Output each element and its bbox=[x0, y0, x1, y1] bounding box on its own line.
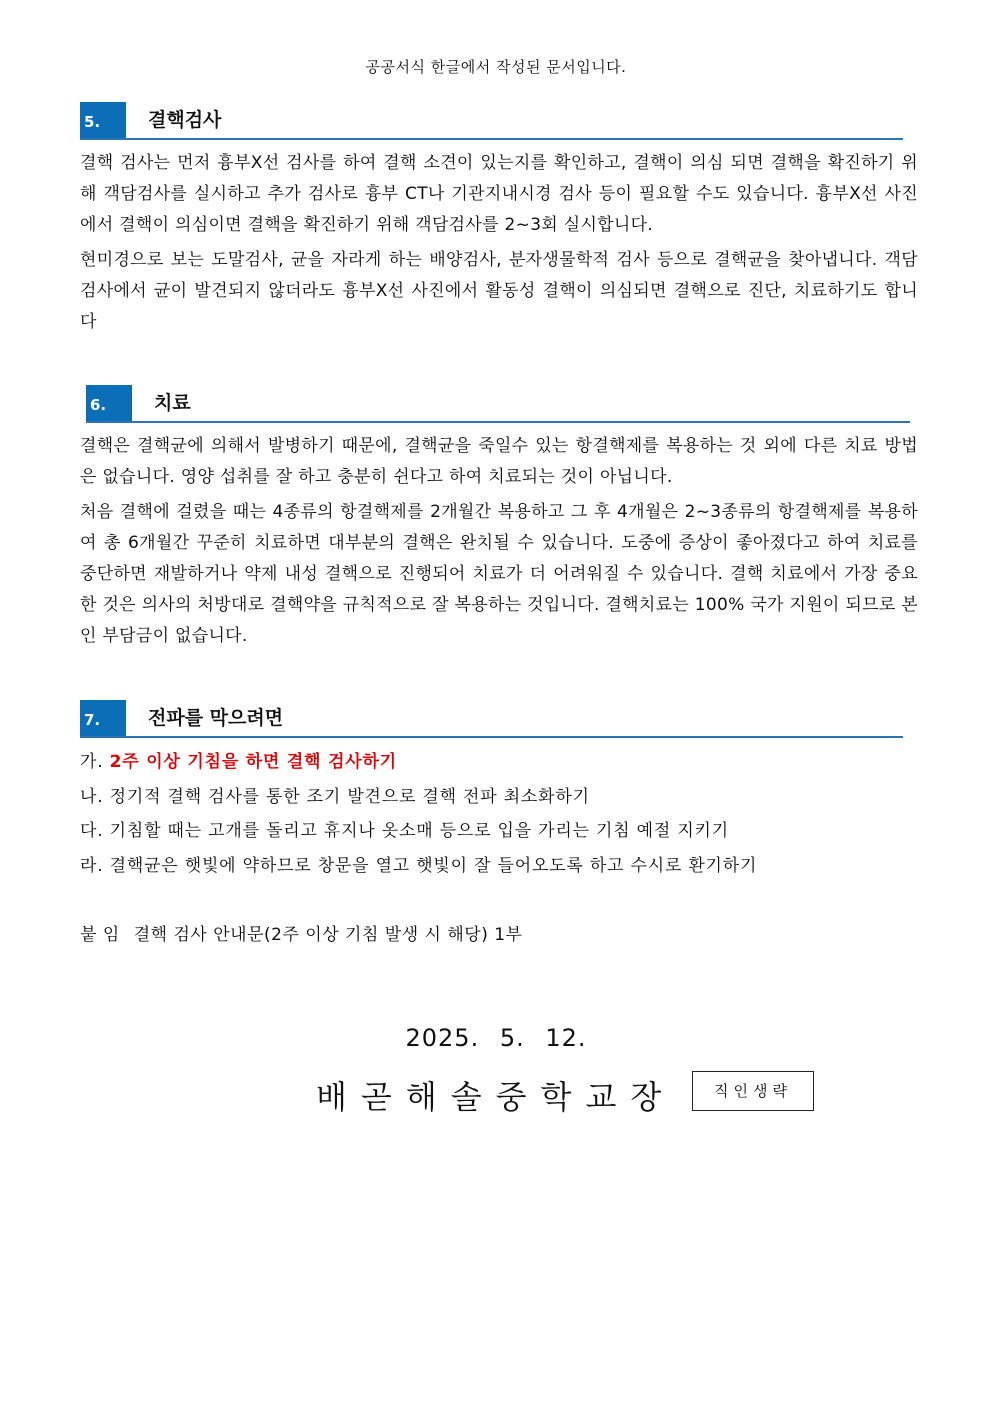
list-item bbox=[80, 851, 757, 881]
attachment-line bbox=[80, 920, 522, 950]
list-marker: 다. bbox=[80, 821, 110, 841]
section-title: 치료 bbox=[154, 392, 191, 414]
section-6-paragraph-2: 처음 결핵에 걸렸을 때는 4종류의 항결핵제를 2개월간 복용하고 그 후 4개월은 2~3종류의 항결핵제를 복용하여 총 6개월간 꾸준히 치료하면 대부분의 결핵은 완치될 수 있습니다. 도중에 증상이 좋아졌다고 하여 치료를 중단하면 재발하거나 약제 내성 결핵으로 진행되어 치료가 더 어려워질 수 있습니다. 결핵 치료에서 가장 중요한 것은 의사의 처방대로 결핵약을 규칙적으로 잘 복용하는 것입니다. 결핵치료는 100% 국가 지원이 되므로 본인 부담금이 없습니다. bbox=[80, 502, 918, 646]
section-6-heading bbox=[86, 385, 910, 423]
section-5-heading bbox=[80, 102, 903, 140]
section-number: 7. bbox=[80, 700, 126, 736]
attachment-text: 결핵 검사 안내문(2주 이상 기침 발생 시 해당) 1부 bbox=[133, 925, 523, 945]
list-text: 기침할 때는 고개를 돌리고 휴지나 옷소매 등으로 입을 가리는 기침 예절 지키기 bbox=[109, 821, 729, 841]
section-5-paragraph-1: 결핵 검사는 먼저 흉부X선 검사를 하여 결핵 소견이 있는지를 확인하고, 결핵이 의심 되면 결핵을 확진하기 위해 객담검사를 실시하고 추가 검사로 흉부 CT나 기관지내시경 검사 등이 필요할 수도 있습니다. 흉부X선 사진에서 결핵이 의심이면 결핵을 확진하기 위해 객담검사를 2~3회 실시합니다. bbox=[80, 153, 918, 235]
section-title: 결핵검사 bbox=[148, 109, 222, 131]
list-item bbox=[80, 747, 397, 777]
header-note: 공공서식 한글에서 작성된 문서입니다. bbox=[365, 58, 627, 76]
document-date: 2025. 5. 12. bbox=[405, 1024, 587, 1052]
official-seal-box: 직인생략 bbox=[692, 1071, 814, 1111]
list-marker: 가. bbox=[80, 752, 110, 772]
section-title: 전파를 막으려면 bbox=[148, 707, 284, 729]
section-number: 6. bbox=[86, 385, 132, 421]
section-number: 5. bbox=[80, 102, 126, 138]
list-text: 결핵균은 햇빛에 약하므로 창문을 열고 햇빛이 잘 들어오도록 하고 수시로 환기하기 bbox=[109, 856, 758, 876]
list-item bbox=[80, 816, 729, 846]
list-marker: 라. bbox=[80, 856, 110, 876]
section-5-paragraph-2: 현미경으로 보는 도말검사, 균을 자라게 하는 배양검사, 분자생물학적 검사 등으로 결핵균을 찾아냅니다. 객담검사에서 균이 발견되지 않더라도 흉부X선 사진에서 활동성 결핵이 의심되면 결핵으로 진단, 치료하기도 합니다 bbox=[80, 250, 918, 332]
list-item bbox=[80, 782, 590, 812]
list-text-highlight: 2주 이상 기침을 하면 결핵 검사하기 bbox=[109, 752, 397, 772]
list-marker: 나. bbox=[80, 787, 110, 807]
signer-name: 배곧해솔중학교장 bbox=[316, 1078, 676, 1116]
list-text: 정기적 결핵 검사를 통한 조기 발견으로 결핵 전파 최소화하기 bbox=[109, 787, 590, 807]
section-7-heading bbox=[80, 700, 903, 738]
attachment-label: 붙 임 bbox=[80, 925, 120, 945]
section-6-paragraph-1: 결핵은 결핵균에 의해서 발병하기 때문에, 결핵균을 죽일수 있는 항결핵제를 복용하는 것 외에 다른 치료 방법은 없습니다. 영양 섭취를 잘 하고 충분히 쉰다고 하여 치료되는 것이 아닙니다. bbox=[80, 436, 918, 487]
